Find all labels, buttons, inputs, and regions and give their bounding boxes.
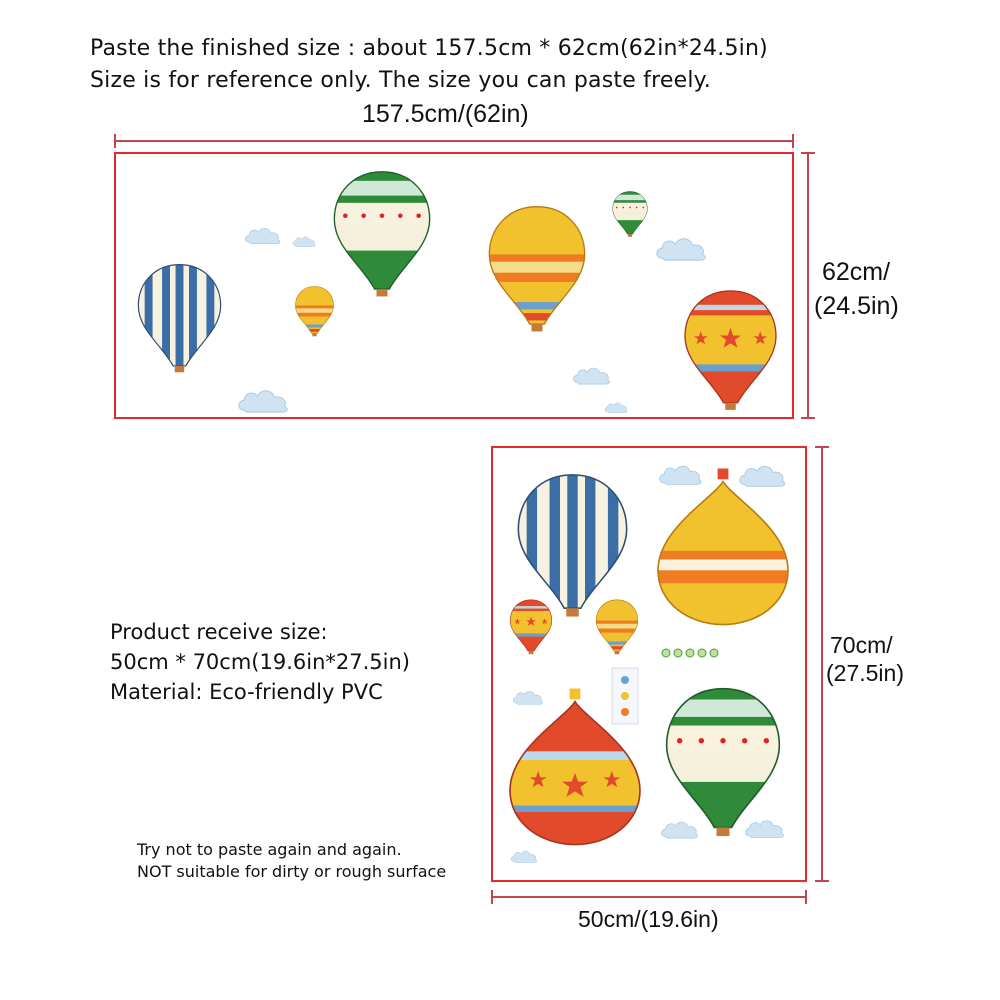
cloud-icon <box>239 391 287 412</box>
cloud-icon <box>245 228 280 243</box>
cloud-icon <box>745 821 783 838</box>
red-star-balloon <box>678 280 783 411</box>
finished-height-label-cm: 62cm/ <box>822 258 891 286</box>
blue-striped-balloon <box>132 255 227 374</box>
mini-sticker-strip <box>612 668 638 724</box>
finished-width-label: 157.5cm/(62in) <box>362 100 529 128</box>
product-height-dimension <box>815 447 829 881</box>
yellow-orange-balloon <box>482 196 592 334</box>
cloud-icon <box>657 239 705 260</box>
cloud-icon <box>573 368 609 384</box>
small-yellow-balloon <box>293 282 337 337</box>
material-line: Material: Eco-friendly PVC <box>110 680 383 704</box>
finished-height-dimension <box>801 153 815 418</box>
cloud-icon <box>511 851 537 862</box>
surface-warning-line: NOT suitable for dirty or rough surface <box>137 862 447 881</box>
small-red-balloon <box>507 595 555 655</box>
finished-size-line: Paste the finished size : about 157.5cm * 62cm(62in*24.5in) <box>90 36 768 61</box>
cloud-icon <box>740 466 785 486</box>
paste-warning-line: Try not to paste again and again. <box>137 840 402 859</box>
product-width-label: 50cm/(19.6in) <box>578 906 719 932</box>
finished-size-frame <box>115 153 793 418</box>
small-red-balloon <box>610 188 650 238</box>
product-height-label-in: (27.5in) <box>826 660 904 686</box>
cloud-icon <box>293 237 315 247</box>
finished-height-label-in: (24.5in) <box>814 292 899 320</box>
green-balloon <box>327 161 437 299</box>
mini-dot-row <box>662 649 718 657</box>
finished-width-dimension <box>115 134 793 148</box>
cloud-icon <box>660 466 701 484</box>
yellow-teardrop-balloon <box>658 469 788 629</box>
product-height-label-cm: 70cm/ <box>830 632 893 658</box>
reference-note-line: Size is for reference only. The size you can paste freely. <box>90 68 711 93</box>
cloud-icon <box>605 403 627 413</box>
green-balloon <box>658 676 788 839</box>
product-scene <box>507 462 788 862</box>
small-yellow-balloon <box>593 595 641 655</box>
product-size-value: 50cm * 70cm(19.6in*27.5in) <box>110 650 410 674</box>
cloud-icon <box>513 691 542 704</box>
product-size-heading: Product receive size: <box>110 620 328 644</box>
blue-striped-balloon <box>510 462 635 618</box>
finished-scene <box>132 161 783 413</box>
product-width-dimension <box>492 890 806 904</box>
cloud-icon <box>661 822 697 838</box>
